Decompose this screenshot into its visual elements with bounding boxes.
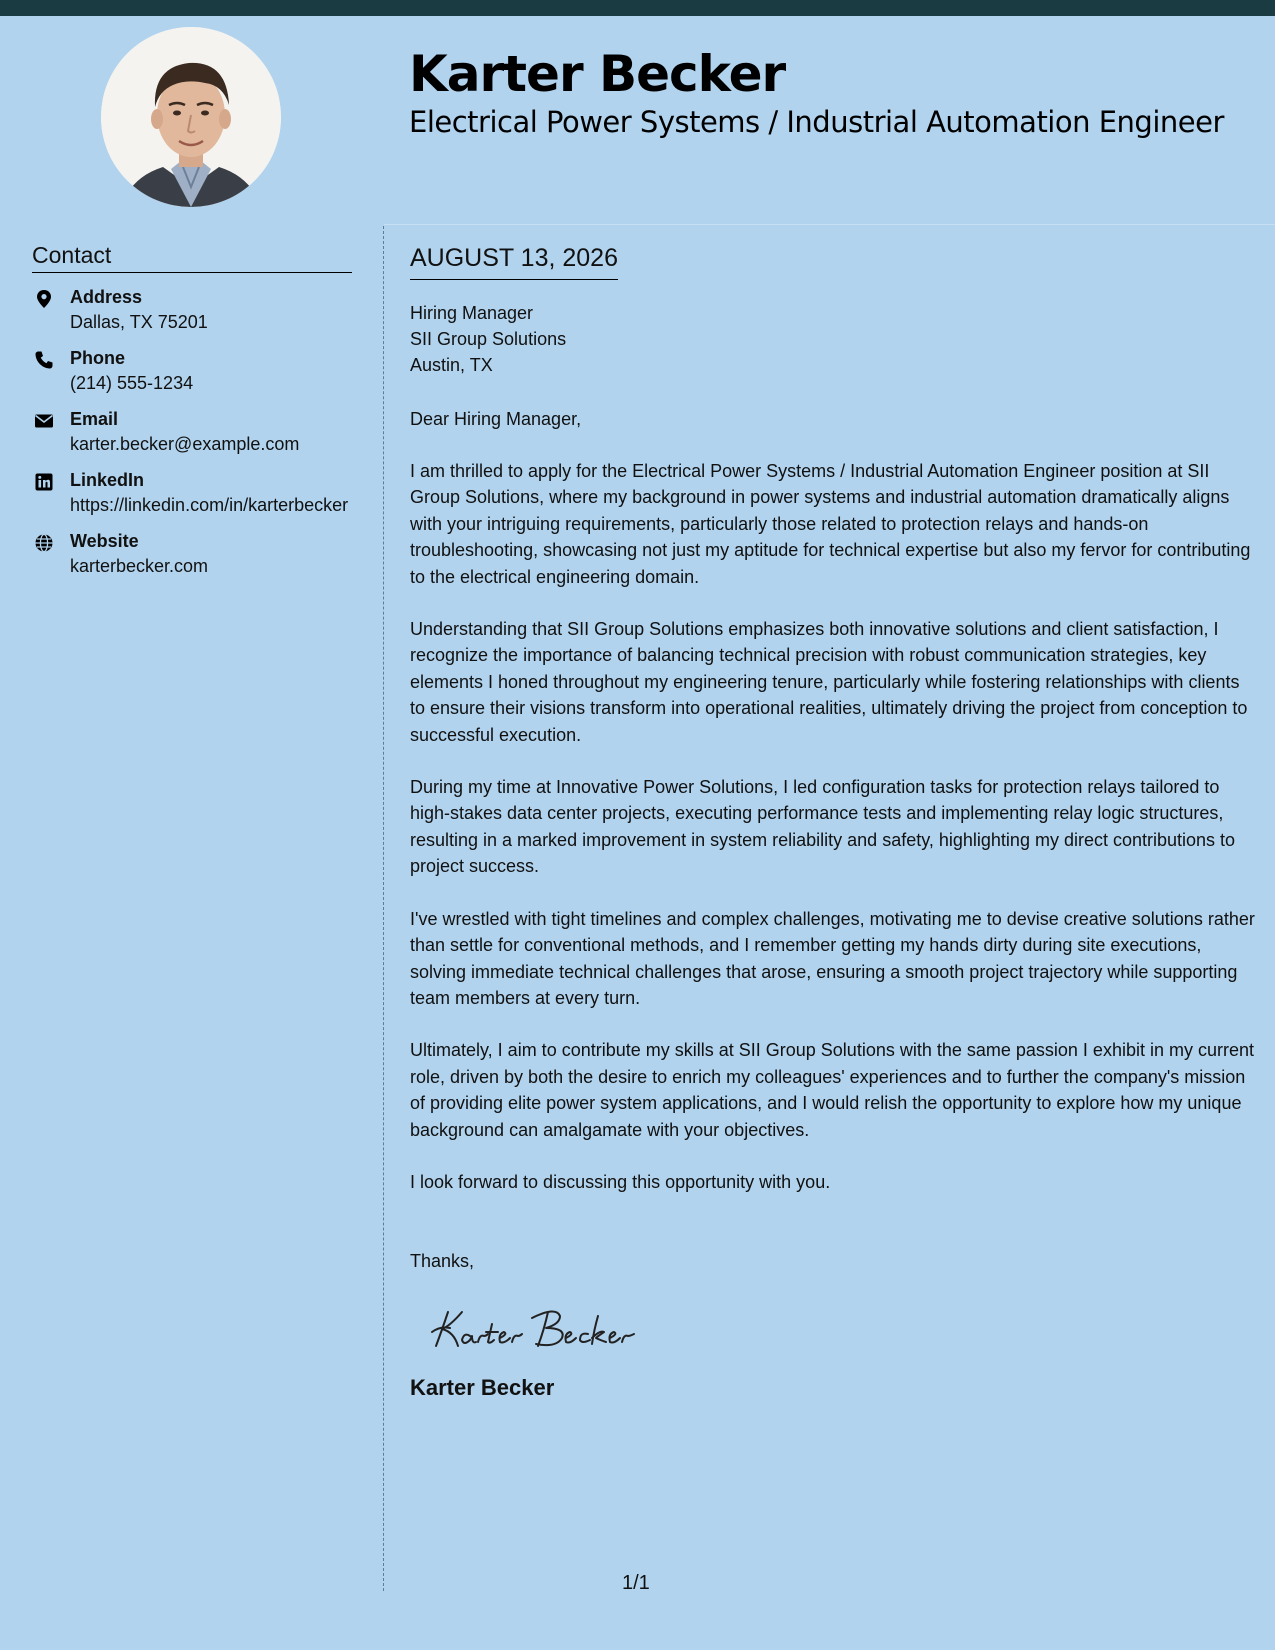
contact-sidebar xyxy=(32,240,352,590)
page-number: 1/1 xyxy=(622,1572,650,1594)
contact-item-website xyxy=(32,529,352,578)
letter-paragraph: I've wrestled with tight timelines and complex challenges, motivating me to devise creative solutions rather than settle for conventional methods, and I remember getting my hands dirty during site executions, solving immediate technical challenges that arose, ensuring a smooth project trajectory while supporting team members at every turn. xyxy=(410,908,1255,1008)
candidate-name: Karter Becker xyxy=(409,45,786,103)
recipient-location: Austin, TX xyxy=(410,355,493,375)
column-divider xyxy=(383,226,384,1591)
contact-heading: Contact xyxy=(32,240,352,273)
top-accent-bar xyxy=(0,0,1275,16)
email-label: Email xyxy=(70,409,119,429)
letter-greeting: Dear Hiring Manager, xyxy=(410,409,582,429)
recipient-company: SII Group Solutions xyxy=(410,329,567,349)
recipient-block xyxy=(410,300,1255,378)
header-divider xyxy=(384,224,1275,225)
letter-body xyxy=(410,240,1255,1402)
letter-paragraph: Understanding that SII Group Solutions emphasizes both innovative solutions and client satisfaction, I recognize the importance of balancing technical precision with robust communication strategies, key elements I honed throughout my engineering tenure, particularly while fostering relationships with clients to ensure their visions transform into operational realities, ultimately driving the project from conception to successful execution. xyxy=(410,619,1248,745)
globe-icon xyxy=(34,533,54,553)
address-value: Dallas, TX 75201 xyxy=(70,312,208,332)
envelope-icon xyxy=(34,411,54,431)
letter-date: AUGUST 13, 2026 xyxy=(410,240,618,280)
letter-paragraph: I am thrilled to apply for the Electrical Power Systems / Industrial Automation Engineer position at SII Group Solutions, where my background in power systems and industrial automation dramatically aligns with your intriguing requirements, particularly those related to protection relays and hands-on troubleshooting, showcasing not just my aptitude for technical expertise but also my fervor for contributing to the electrical engineering domain. xyxy=(410,461,1251,587)
handwritten-signature xyxy=(428,1302,1255,1354)
letter-paragraph: During my time at Innovative Power Solutions, I led configuration tasks for protection relays tailored to high-stakes data center projects, executing performance tests and implementing relay logic structures, resulting in a marked improvement in system reliability and safety, highlighting my direct contributions to project success. xyxy=(410,777,1236,877)
candidate-job-title: Electrical Power Systems / Industrial Automation Engineer xyxy=(409,105,1224,139)
letter-paragraph: Ultimately, I aim to contribute my skills at SII Group Solutions with the same passion I exhibit in my current role, driven by both the desire to enrich my colleagues' experiences and to further the company's mission of providing elite power system applications, and I would relish the opportunity to explore how my unique background can amalgamate with your objectives. xyxy=(410,1040,1254,1140)
website-link[interactable]: karterbecker.com xyxy=(70,556,209,576)
profile-photo xyxy=(101,27,281,207)
email-value: karter.becker@example.com xyxy=(70,434,300,454)
phone-value: (214) 555-1234 xyxy=(70,373,194,393)
map-pin-icon xyxy=(34,289,54,309)
letter-closing-line: I look forward to discussing this opportunity with you. xyxy=(410,1171,831,1192)
contact-item-phone xyxy=(32,346,352,395)
contact-item-linkedin xyxy=(32,468,352,517)
letter-signoff: Thanks, xyxy=(410,1250,475,1271)
phone-icon xyxy=(34,350,54,370)
linkedin-icon xyxy=(34,472,54,492)
phone-label: Phone xyxy=(70,348,126,368)
address-label: Address xyxy=(70,287,143,307)
linkedin-label: LinkedIn xyxy=(70,470,145,490)
contact-item-email xyxy=(32,407,352,456)
signed-name: Karter Becker xyxy=(410,1374,555,1400)
recipient-line: Hiring Manager xyxy=(410,303,534,323)
linkedin-link[interactable]: https://linkedin.com/in/karterbecker xyxy=(70,495,349,515)
contact-list xyxy=(32,285,352,578)
website-label: Website xyxy=(70,531,139,551)
contact-item-address xyxy=(32,285,352,334)
